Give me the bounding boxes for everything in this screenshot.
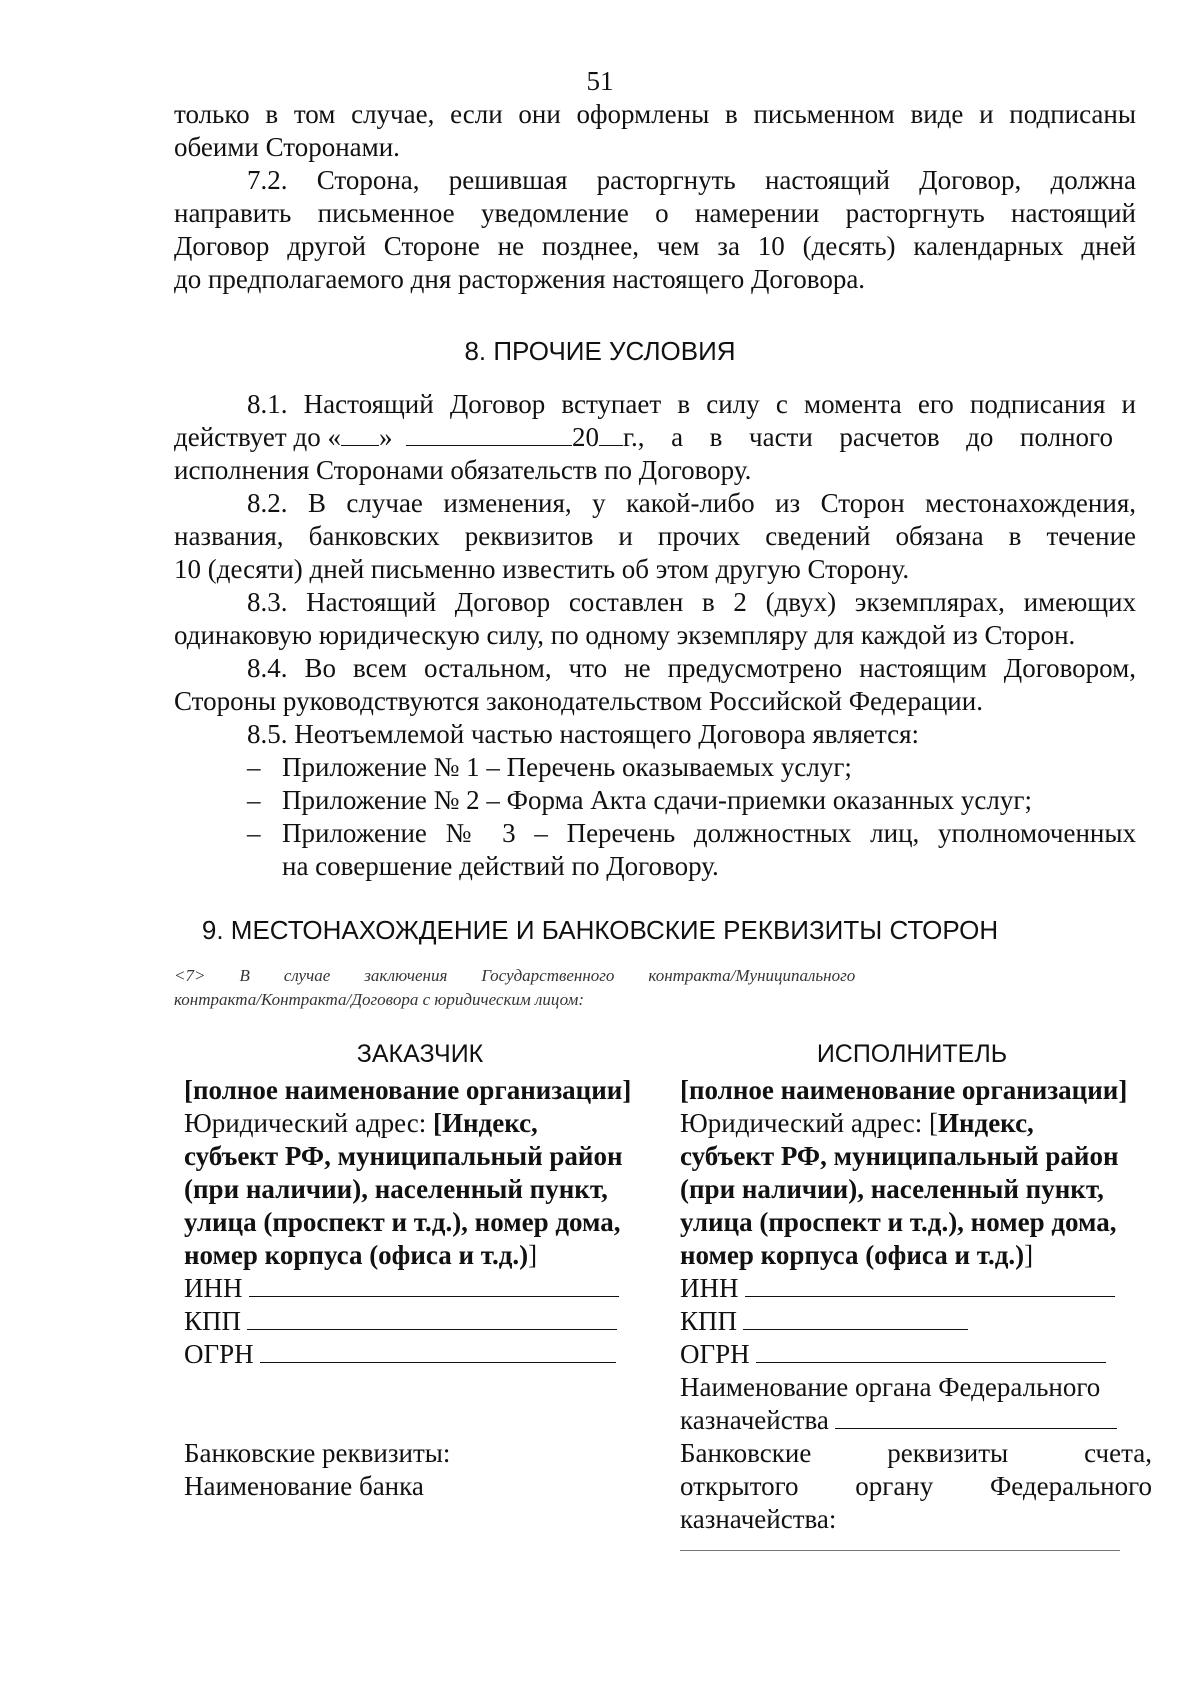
list-dash: – [247,785,261,815]
year-blank [599,423,623,446]
customer-column [184,1074,656,1371]
customer-bank-name: Наименование банка [184,1471,424,1501]
contractor-account-line [680,1550,1120,1551]
clause-7-2-line-2: направить письменное уведомление о намерении расторгнуть настоящий [174,198,1136,228]
contractor-ogrn-label: ОГРН [680,1339,750,1369]
clause-8-1-rest: г., а в части расчетов до полного [622,422,1113,452]
clause-7-2-line-3: Договор другой Стороне не позднее, чем за 10 (десять) календарных дней [174,231,1136,261]
clause-8-4-line-2: Стороны руководствуются законодательством Российской Федерации. [174,686,983,716]
clause-8-1-line-1: 8.1. Настоящий Договор вступает в силу с момента его подписания и [247,389,1136,419]
customer-address-2: субъект РФ, муниципальный район [184,1141,623,1171]
customer-bank-requisites: Банковские реквизиты: [184,1438,451,1468]
customer-address-close: ] [528,1240,538,1270]
contractor-inn-line [745,1272,1115,1297]
contractor-address-3: (при наличии), населенный пункт, [680,1174,1104,1204]
list-item [247,784,1136,817]
customer-address-1: [Индекс, [433,1108,538,1138]
customer-bank-block [184,1437,656,1503]
intro-line-1: только в том случае, если они оформлены в письменном виде и подписаны [174,99,1136,129]
contractor-address-label: Юридический адрес: [ [680,1108,938,1138]
contractor-address-5: номер корпуса (офиса и т.д.) [680,1240,1025,1270]
contractor-address-4: улица (проспект и т.д.), номер дома, [680,1207,1117,1237]
appendix-3-line-1: Приложение № 3 – Перечень должностных лиц, уполномоченных [282,818,1136,848]
contractor-bank-req-3: казначейства: [680,1504,837,1534]
contractor-title: ИСПОЛНИТЕЛЬ [816,1040,1008,1068]
list-item [247,817,1136,850]
clause-8-4-line-1: 8.4. Во всем остальном, что не предусмотрено настоящим Договором, [247,653,1136,683]
customer-title: ЗАКАЗЧИК [356,1040,484,1068]
clause-8-2-line-3: 10 (десяти) дней письменно известить об этом другую Сторону. [174,554,910,584]
customer-kpp-line [247,1305,617,1330]
contractor-address-close: ] [1024,1240,1034,1270]
contractor-bank-req-2: открытого органу Федерального [680,1471,1152,1501]
customer-inn-line [249,1272,619,1297]
customer-address-3: (при наличии), населенный пункт, [184,1174,608,1204]
customer-address-4: улица (проспект и т.д.), номер дома, [184,1207,621,1237]
contractor-treasury-2: казначейства [680,1405,829,1435]
contractor-kpp-line [743,1305,968,1330]
note-line-2: контракта/Контракта/Договора с юридическим лицом: [174,990,584,1009]
clause-8-1-until: действует до « [174,422,341,452]
clause-7-2-line-4: до предполагаемого дня расторжения настоящего Договора. [174,264,866,294]
appendix-2: Приложение № 2 – Форма Акта сдачи-приемки оказанных услуг; [282,785,1032,815]
appendix-3-line-2: на совершение действий по Договору. [282,851,719,881]
day-blank [341,423,379,446]
page-number: 51 [586,66,614,96]
month-blank [406,423,572,446]
note-line-1: <7> В случае заключения Государственного контракта/Муниципального [174,966,856,985]
contractor-treasury-line [835,1404,1117,1429]
contractor-ogrn-line [756,1338,1106,1363]
contractor-org-name: [полное наименование организации] [680,1075,1128,1105]
contractor-address-2: субъект РФ, муниципальный район [680,1141,1119,1171]
clause-8-1-quote-close: » [378,422,393,452]
section-9-title: 9. МЕСТОНАХОЖДЕНИЕ И БАНКОВСКИЕ РЕКВИЗИТЫ СТОРОН [201,915,999,945]
clause-7-2-line-1: 7.2. Сторона, решившая расторгнуть настоящий Договор, должна [247,165,1136,195]
section-8-title: 8. ПРОЧИЕ УСЛОВИЯ [464,336,736,366]
contractor-inn-label: ИНН [680,1273,739,1303]
customer-ogrn-line [260,1338,616,1363]
customer-address-5: номер корпуса (офиса и т.д.) [184,1240,529,1270]
list-dash: – [247,752,261,782]
clause-8-3-line-2: одинаковую юридическую силу, по одному экземпляру для каждой из Сторон. [174,620,1076,650]
customer-org-name: [полное наименование организации] [184,1075,632,1105]
clause-8-5: 8.5. Неотъемлемой частью настоящего Договора является: [247,719,920,749]
clause-8-3-line-1: 8.3. Настоящий Договор составлен в 2 (двух) экземплярах, имеющих [247,587,1136,617]
contractor-address-1: Индекс, [937,1108,1034,1138]
customer-inn-label: ИНН [184,1273,243,1303]
contractor-treasury-1: Наименование органа Федерального [680,1372,1101,1402]
customer-address-label: Юридический адрес: [184,1108,433,1138]
intro-line-2: обеими Сторонами. [174,132,400,162]
clause-8-2-line-1: 8.2. В случае изменения, у какой-либо из Сторон местонахождения, [247,488,1136,518]
clause-8-1-year: 20 [571,422,599,452]
list-item [247,751,1136,784]
contractor-bank-req-1: Банковские реквизиты счета, [680,1438,1152,1468]
list-dash: – [247,818,261,848]
appendix-1: Приложение № 1 – Перечень оказываемых услуг; [282,752,852,782]
clause-8-1-line-3: исполнения Сторонами обязательств по Договору. [174,455,752,485]
contractor-kpp-label: КПП [680,1306,738,1336]
customer-ogrn-label: ОГРН [184,1339,254,1369]
clause-8-1-line-2 [174,421,1136,454]
contractor-column [680,1074,1152,1536]
customer-kpp-label: КПП [184,1306,242,1336]
clause-8-2-line-2: названия, банковских реквизитов и прочих сведений обязана в течение [174,521,1136,551]
